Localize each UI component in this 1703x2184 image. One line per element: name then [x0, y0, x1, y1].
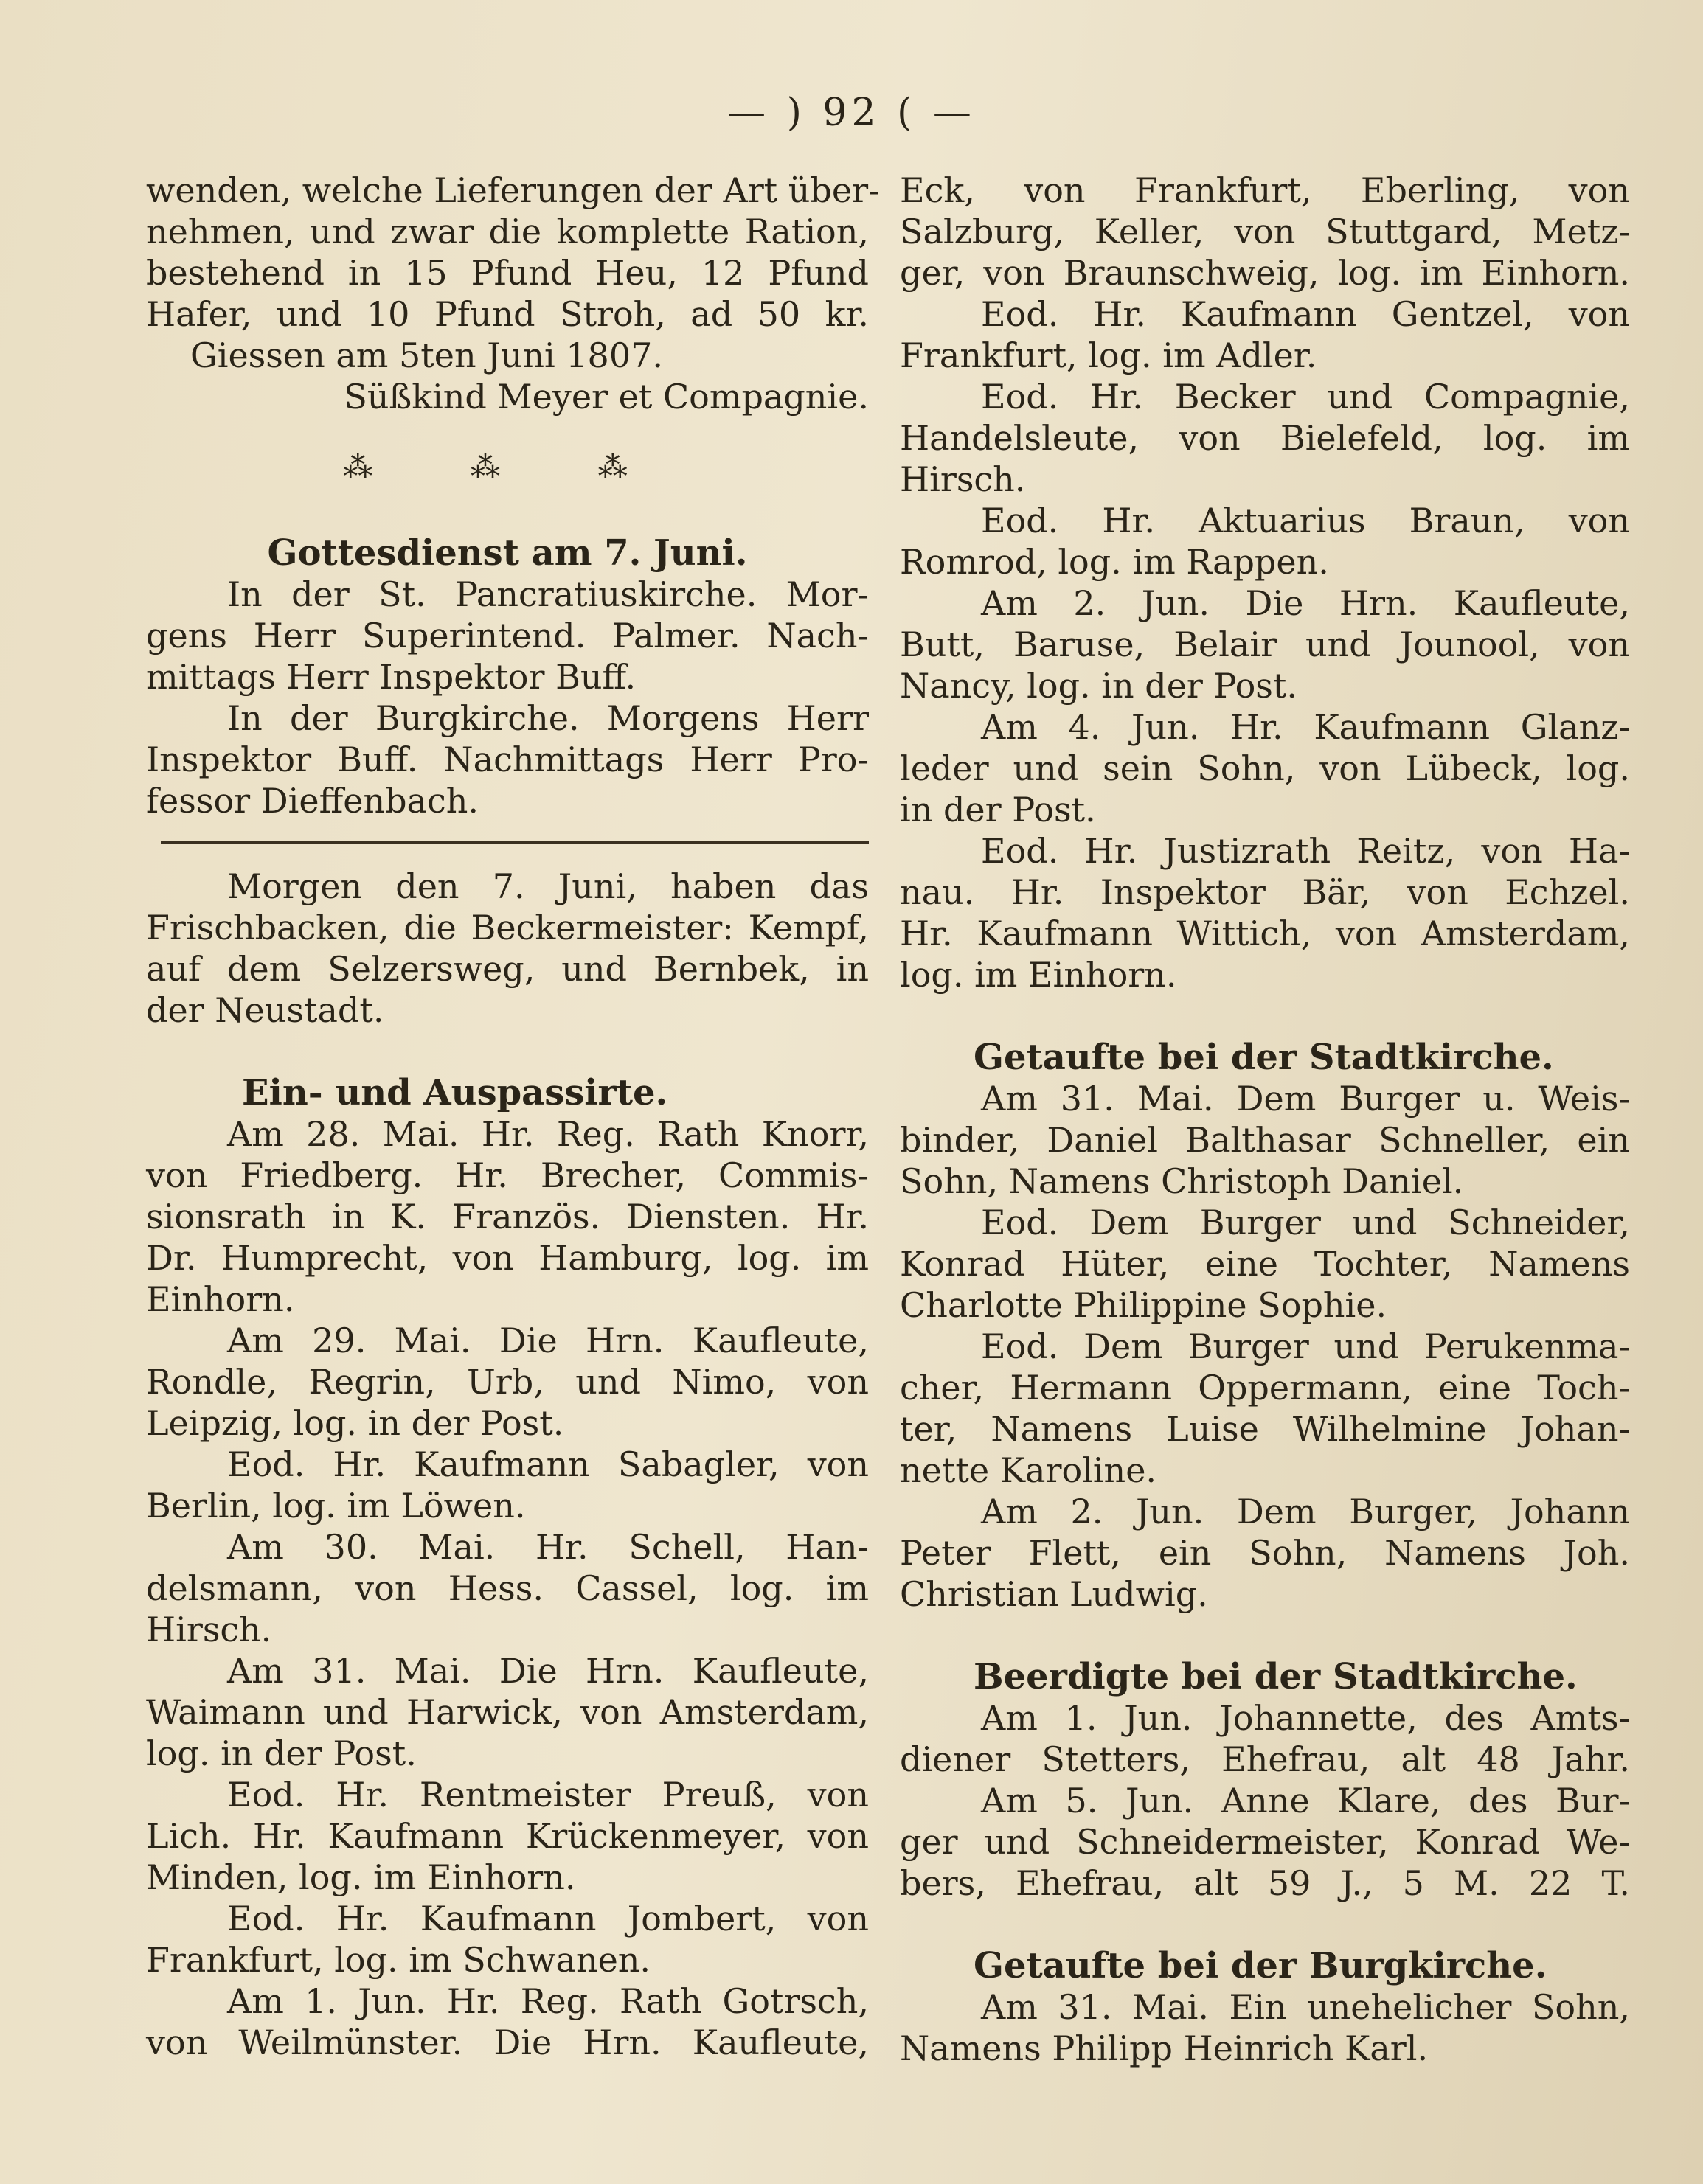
text-line: Frischbacken, die Beckermeister: Kempf, [146, 908, 869, 947]
text-line: Am 31. Mai. Dem Burger u. Weis- [981, 1079, 1630, 1119]
text-line: Am 30. Mai. Hr. Schell, Han- [227, 1527, 869, 1567]
text-line: Am 31. Mai. Die Hrn. Kaufleute, [227, 1651, 869, 1691]
text-line: Minden, log. im Einhorn. [146, 1857, 576, 1897]
beerdigte-heading: Beerdigte bei der Stadtkirche. [974, 1656, 1578, 1697]
passirte-heading: Ein- und Auspassirte. [242, 1072, 668, 1113]
text-line: in der Post. [900, 790, 1096, 830]
gottesdienst-heading: Gottesdienst am 7. Juni. [267, 532, 748, 574]
text-line: log. im Einhorn. [900, 955, 1177, 995]
text-line: In der St. Pancratiuskirche. Mor- [227, 574, 869, 614]
text-line: Am 28. Mai. Hr. Reg. Rath Knorr, [227, 1114, 869, 1154]
text-line: Charlotte Philippine Sophie. [900, 1285, 1387, 1325]
text-line: Peter Flett, ein Sohn, Namens Joh. [900, 1533, 1630, 1573]
text-line: Eod. Hr. Rentmeister Preuß, von [227, 1775, 869, 1815]
text-line: Eod. Hr. Justizrath Reitz, von Ha- [981, 831, 1630, 871]
text-line: Eod. Hr. Aktuarius Braun, von [981, 501, 1630, 540]
text-line: Namens Philipp Heinrich Karl. [900, 2028, 1429, 2068]
text-line: Handelsleute, von Bielefeld, log. im [900, 418, 1630, 458]
text-line: Eck, von Frankfurt, Eberling, von [900, 170, 1630, 210]
date-line: Giessen am 5ten Juni 1807. [190, 335, 663, 375]
text-line: Am 1. Jun. Johannette, des Amts- [981, 1698, 1630, 1738]
getaufte-burg-heading: Getaufte bei der Burgkirche. [974, 1945, 1547, 1986]
text-line: Salzburg, Keller, von Stuttgard, Metz- [900, 212, 1630, 251]
left-column [146, 170, 880, 2063]
text-line: Morgen den 7. Juni, haben das [227, 866, 869, 906]
text-line: diener Stetters, Ehefrau, alt 48 Jahr. [900, 1739, 1630, 1779]
getaufte-stadt-heading: Getaufte bei der Stadtkirche. [974, 1037, 1554, 1078]
text-line: Konrad Hüter, eine Tochter, Namens [900, 1244, 1630, 1284]
text-line: von Friedberg. Hr. Brecher, Commis- [146, 1155, 869, 1195]
text-line: Nancy, log. in der Post. [900, 666, 1298, 706]
text-line: Hafer, und 10 Pfund Stroh, ad 50 kr. [146, 294, 869, 334]
text-line: delsmann, von Hess. Cassel, log. im [146, 1568, 869, 1608]
text-line: In der Burgkirche. Morgens Herr [227, 698, 869, 738]
text-line: Leipzig, log. in der Post. [146, 1403, 564, 1443]
text-line: leder und sein Sohn, von Lübeck, log. [900, 748, 1630, 788]
text-line: wenden, welche Lieferungen der Art über- [146, 170, 880, 210]
text-line: von Weilmünster. Die Hrn. Kaufleute, [146, 2023, 869, 2062]
text-line: Romrod, log. im Rappen. [900, 542, 1329, 582]
text-line: Frankfurt, log. im Adler. [900, 335, 1317, 375]
text-line: Am 4. Jun. Hr. Kaufmann Glanz- [981, 707, 1630, 747]
text-line: Am 2. Jun. Dem Burger, Johann [981, 1492, 1630, 1531]
text-line: Am 2. Jun. Die Hrn. Kaufleute, [981, 583, 1630, 623]
text-line: Frankfurt, log. im Schwanen. [146, 1940, 651, 1980]
right-column [900, 170, 1630, 2069]
text-line: Lich. Hr. Kaufmann Krückenmeyer, von [146, 1816, 869, 1856]
text-line: Eod. Hr. Kaufmann Sabagler, von [227, 1444, 869, 1484]
text-line: log. in der Post. [146, 1733, 417, 1773]
text-line: nette Karoline. [900, 1450, 1157, 1490]
text-line: binder, Daniel Balthasar Schneller, ein [900, 1120, 1630, 1160]
text-line: Einhorn. [146, 1279, 295, 1319]
page-number: — ) 92 ( — [727, 91, 976, 135]
text-line: Am 31. Mai. Ein unehelicher Sohn, [981, 1987, 1630, 2027]
text-line: sionsrath in K. Französ. Diensten. Hr. [146, 1197, 869, 1237]
text-line: Waimann und Harwick, von Amsterdam, [146, 1692, 869, 1732]
text-line: mittags Herr Inspektor Buff. [146, 657, 637, 697]
text-line: Hirsch. [900, 459, 1026, 499]
text-line: Rondle, Regrin, Urb, und Nimo, von [146, 1362, 869, 1402]
text-line: Eod. Hr. Kaufmann Gentzel, von [981, 294, 1630, 334]
text-line: Eod. Hr. Becker und Compagnie, [981, 377, 1630, 417]
text-line: Christian Ludwig. [900, 1574, 1208, 1614]
text-line: Am 1. Jun. Hr. Reg. Rath Gotrsch, [227, 1981, 869, 2021]
text-line: Butt, Baruse, Belair und Jounool, von [900, 625, 1630, 664]
text-line: bers, Ehefrau, alt 59 J., 5 M. 22 T. [900, 1863, 1630, 1903]
text-line: Sohn, Namens Christoph Daniel. [900, 1161, 1464, 1201]
text-line: Eod. Hr. Kaufmann Jombert, von [227, 1899, 869, 1938]
text-line: fessor Dieffenbach. [146, 781, 479, 821]
divider [161, 841, 869, 844]
text-line: gens Herr Superintend. Palmer. Nach- [146, 616, 869, 655]
text-line: Hr. Kaufmann Wittich, von Amsterdam, [900, 914, 1630, 953]
text-line: auf dem Selzersweg, und Bernbek, in [146, 949, 869, 989]
text-line: Inspektor Buff. Nachmittags Herr Pro- [146, 740, 869, 779]
text-line: ger und Schneidermeister, Konrad We- [900, 1822, 1630, 1862]
text-line: der Neustadt. [146, 990, 384, 1030]
text-line: nau. Hr. Inspektor Bär, von Echzel. [900, 872, 1630, 912]
text-line: Dr. Humprecht, von Hamburg, log. im [146, 1238, 869, 1278]
text-line: ter, Namens Luise Wilhelmine Johan- [900, 1409, 1630, 1449]
text-line: Am 5. Jun. Anne Klare, des Bur- [981, 1781, 1630, 1820]
text-line: Berlin, log. im Löwen. [146, 1486, 526, 1526]
star-ornament: ⁂ ⁂ ⁂ [343, 451, 672, 484]
signature: Süßkind Meyer et Compagnie. [344, 377, 869, 417]
text-line: ger, von Braunschweig, log. im Einhorn. [900, 253, 1630, 293]
text-line: Eod. Dem Burger und Perukenma- [981, 1326, 1630, 1366]
text-line: Hirsch. [146, 1610, 272, 1649]
text-line: cher, Hermann Oppermann, eine Toch- [900, 1368, 1630, 1408]
text-line: Eod. Dem Burger und Schneider, [981, 1203, 1630, 1242]
text-line: nehmen, und zwar die komplette Ration, [146, 212, 869, 251]
text-line: Am 29. Mai. Die Hrn. Kaufleute, [227, 1321, 869, 1360]
text-line: bestehend in 15 Pfund Heu, 12 Pfund [146, 253, 869, 293]
